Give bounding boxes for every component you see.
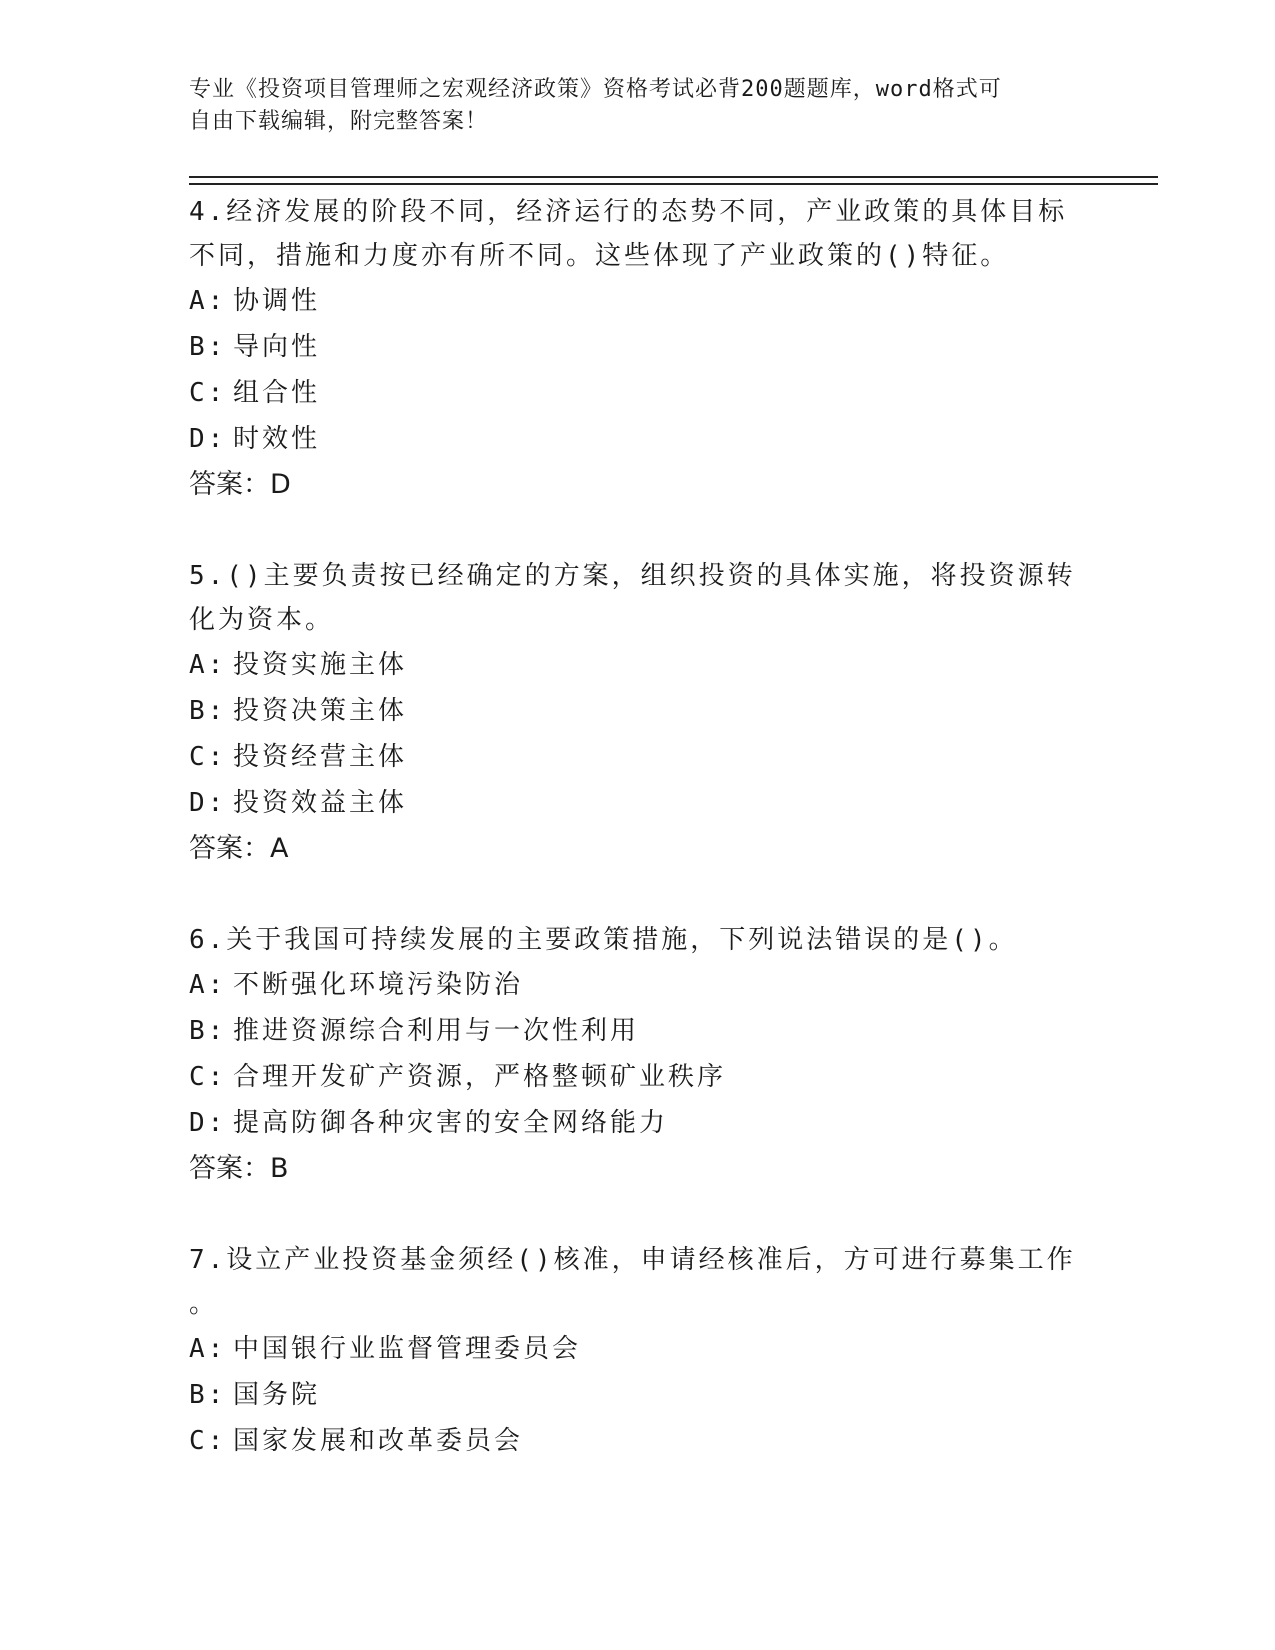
option-text: 导向性 <box>233 332 321 362</box>
question-stem <box>189 190 1089 278</box>
option-letter: C: <box>189 1426 227 1456</box>
option-c <box>189 1054 1089 1100</box>
question-5 <box>189 554 1089 872</box>
option-letter: C: <box>189 742 227 772</box>
option-letter: B: <box>189 1016 227 1046</box>
option-letter: B: <box>189 1380 227 1410</box>
option-a <box>189 962 1089 1008</box>
spacer <box>189 872 1089 918</box>
question-stem <box>189 1238 1089 1326</box>
answer-line: 答案：A <box>189 833 289 864</box>
option-letter: D: <box>189 788 227 818</box>
option-letter: C: <box>189 1062 227 1092</box>
option-text: 合理开发矿产资源，严格整顿矿业秩序 <box>233 1062 727 1092</box>
stem-line: 。 <box>189 1289 219 1319</box>
option-text: 推进资源综合利用与一次性利用 <box>233 1016 640 1046</box>
option-b <box>189 324 1089 370</box>
option-text: 不断强化环境污染防治 <box>233 970 524 1000</box>
answer-line: 答案：D <box>189 469 291 500</box>
option-text: 投资效益主体 <box>233 788 408 818</box>
stem-line: 5.()主要负责按已经确定的方案，组织投资的具体实施，将投资源转 <box>189 561 1076 591</box>
option-letter: A: <box>189 286 227 316</box>
option-d <box>189 416 1089 462</box>
option-letter: A: <box>189 970 227 1000</box>
option-text: 中国银行业监督管理委员会 <box>233 1334 582 1364</box>
question-stem <box>189 554 1089 642</box>
stem-line: 4.经济发展的阶段不同，经济运行的态势不同，产业政策的具体目标 <box>189 197 1068 227</box>
option-b <box>189 1008 1089 1054</box>
option-b <box>189 1372 1089 1418</box>
option-c <box>189 370 1089 416</box>
option-letter: C: <box>189 378 227 408</box>
option-letter: B: <box>189 696 227 726</box>
document-header <box>189 74 1069 138</box>
option-a <box>189 642 1089 688</box>
option-text: 国务院 <box>233 1380 321 1410</box>
option-d <box>189 1100 1089 1146</box>
option-letter: A: <box>189 1334 227 1364</box>
stem-line: 7.设立产业投资基金须经()核准，申请经核准后，方可进行募集工作 <box>189 1245 1076 1275</box>
option-a <box>189 278 1089 324</box>
option-c <box>189 734 1089 780</box>
question-stem <box>189 918 1089 962</box>
option-d <box>189 780 1089 826</box>
question-list <box>189 190 1089 1464</box>
question-6 <box>189 918 1089 1192</box>
header-line-1: 专业《投资项目管理师之宏观经济政策》资格考试必背200题题库，word格式可 <box>189 77 1002 102</box>
option-text: 投资决策主体 <box>233 696 408 726</box>
option-text: 国家发展和改革委员会 <box>233 1426 524 1456</box>
header-divider-bottom <box>189 183 1158 185</box>
stem-line: 6.关于我国可持续发展的主要政策措施，下列说法错误的是()。 <box>189 925 1018 955</box>
header-line-2: 自由下载编辑，附完整答案！ <box>189 109 489 134</box>
option-b <box>189 688 1089 734</box>
option-text: 时效性 <box>233 424 321 454</box>
option-letter: B: <box>189 332 227 362</box>
stem-line: 不同，措施和力度亦有所不同。这些体现了产业政策的()特征。 <box>189 241 1010 271</box>
option-text: 投资实施主体 <box>233 650 408 680</box>
spacer <box>189 508 1089 554</box>
option-a <box>189 1326 1089 1372</box>
spacer <box>189 1192 1089 1238</box>
option-letter: D: <box>189 424 227 454</box>
option-text: 提高防御各种灾害的安全网络能力 <box>233 1108 669 1138</box>
option-text: 协调性 <box>233 286 321 316</box>
option-letter: A: <box>189 650 227 680</box>
option-c <box>189 1418 1089 1464</box>
stem-line: 化为资本。 <box>189 605 335 635</box>
option-text: 投资经营主体 <box>233 742 408 772</box>
question-7 <box>189 1238 1089 1464</box>
question-4 <box>189 190 1089 508</box>
option-letter: D: <box>189 1108 227 1138</box>
header-divider-top <box>189 176 1158 178</box>
option-text: 组合性 <box>233 378 321 408</box>
answer-line: 答案：B <box>189 1153 289 1184</box>
